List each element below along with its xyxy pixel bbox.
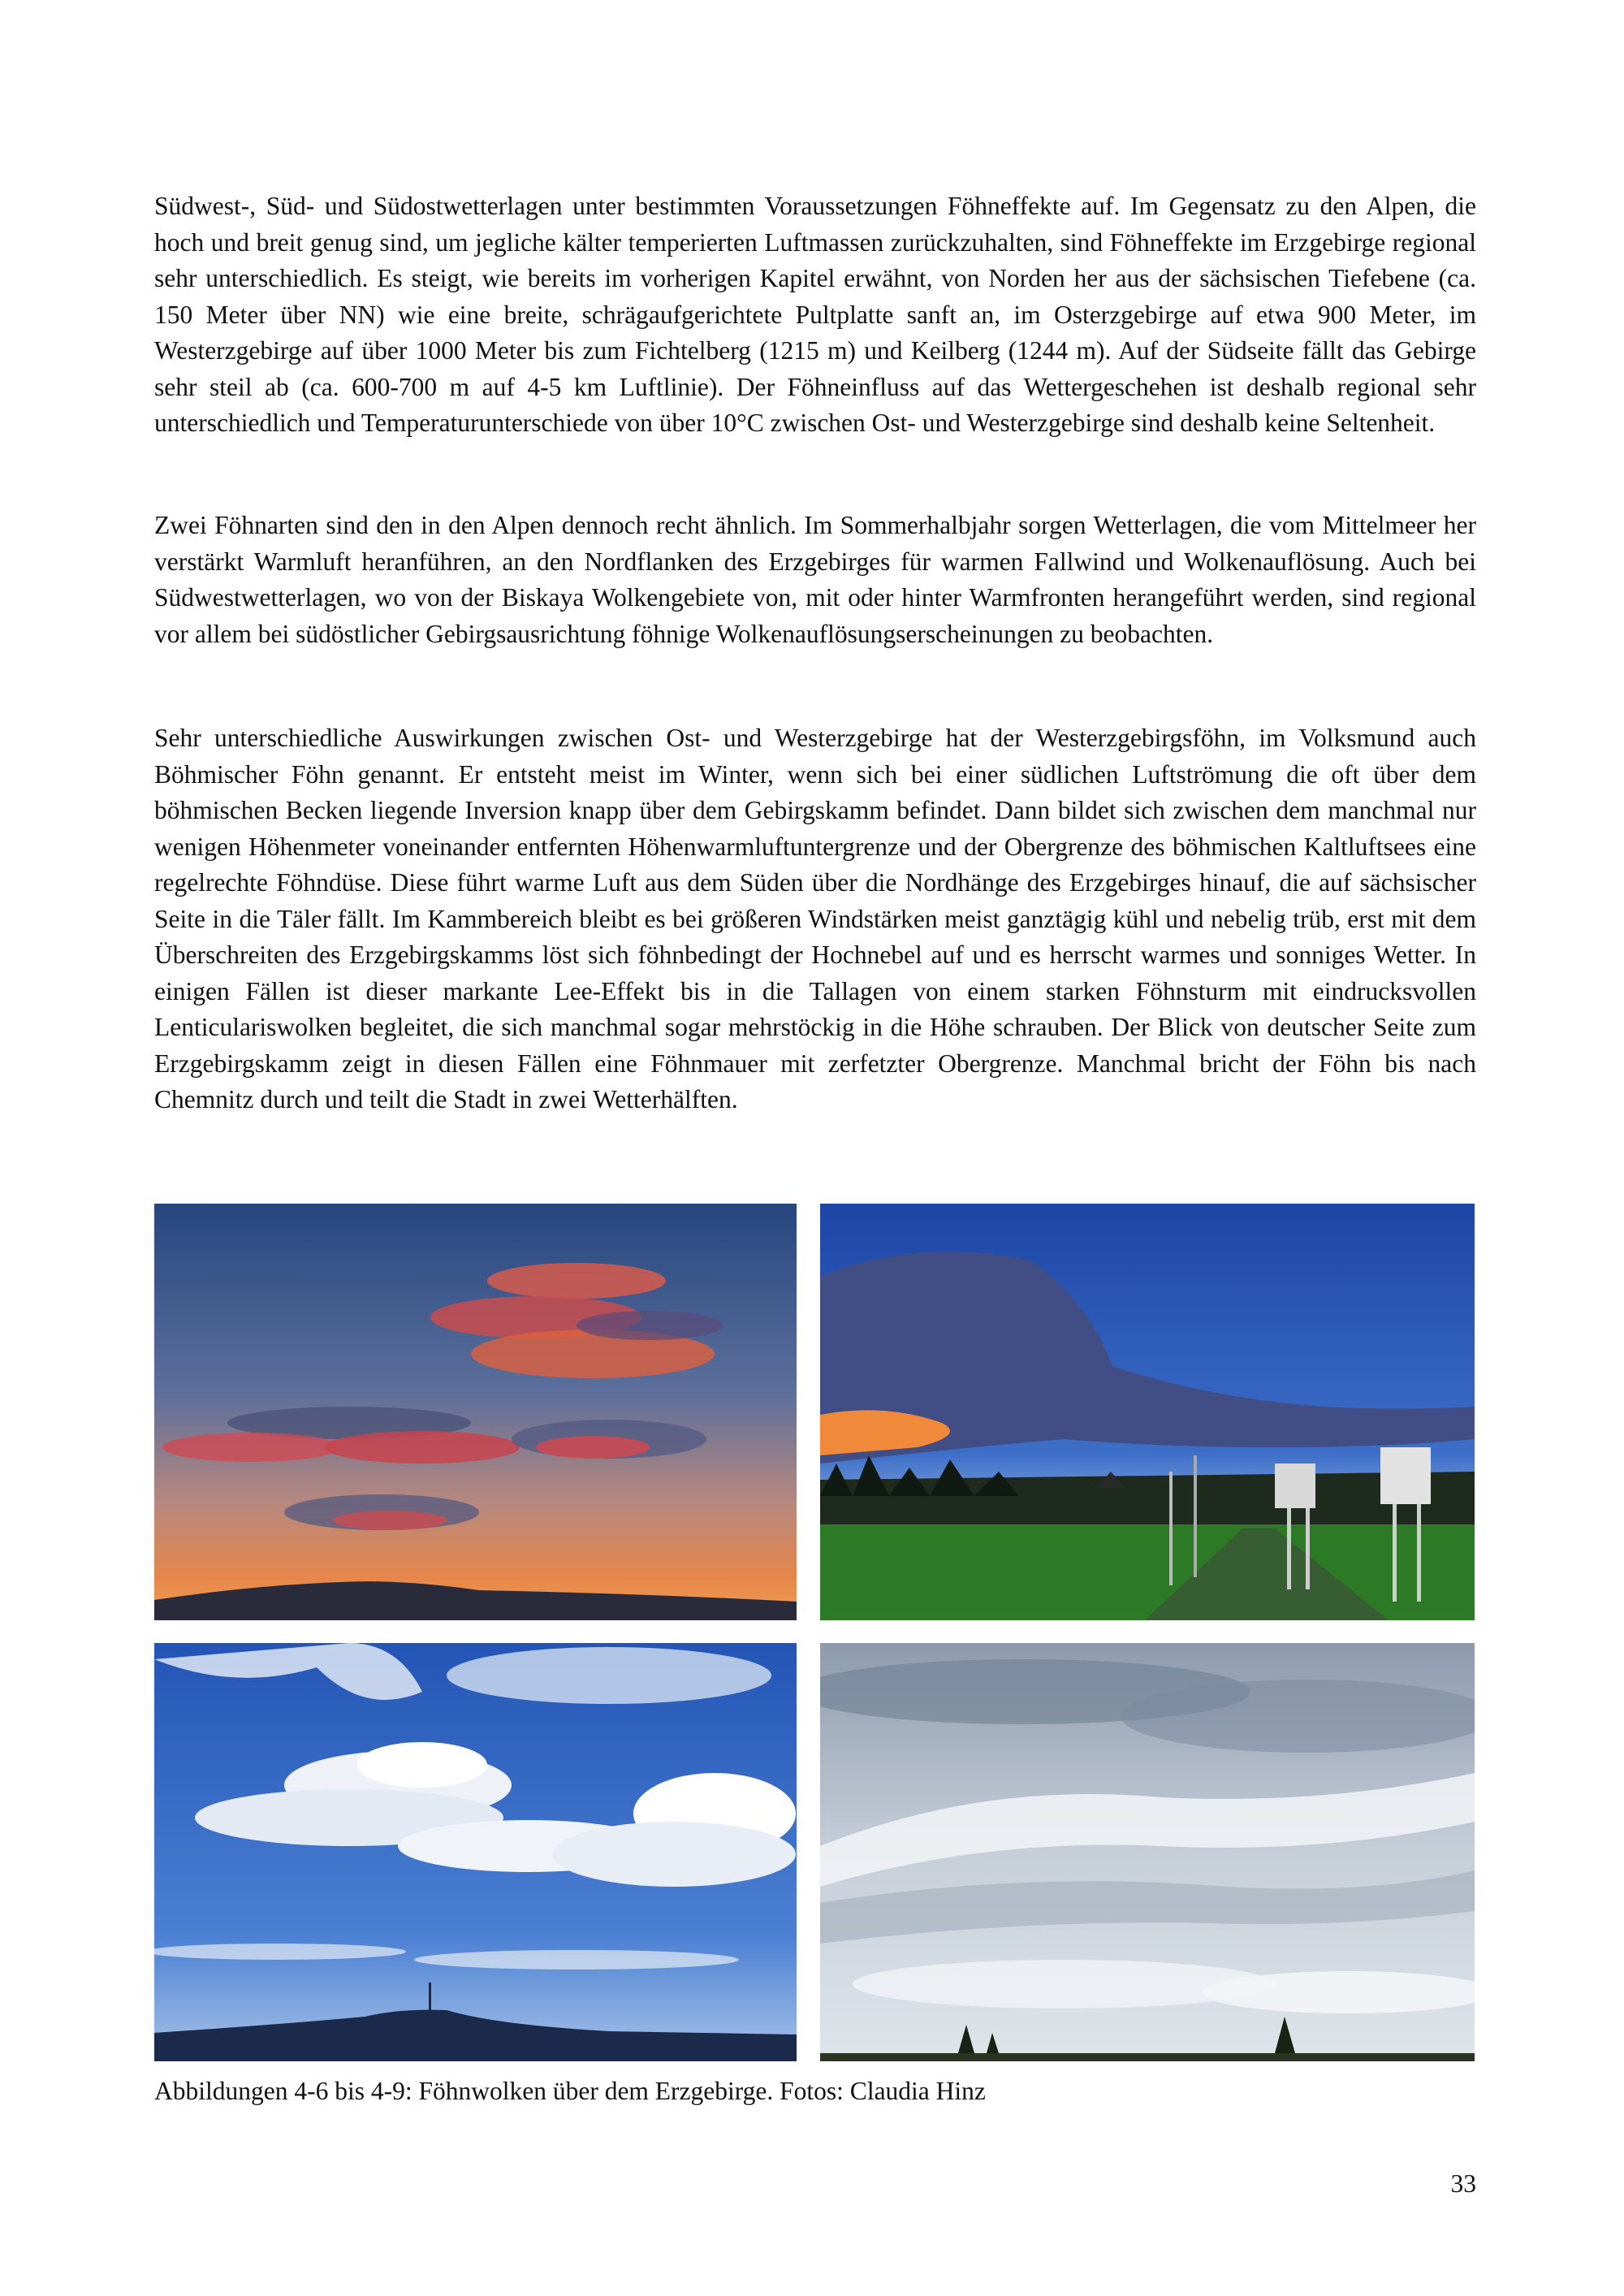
photo-foehn-wall-weather-station [820, 1204, 1475, 1620]
paragraph-1: Südwest-, Süd- und Südostwetterlagen unter bestimmten Voraussetzungen Föhneffekte auf. Im Gegensatz zu den Alpen, die hoch und breit genug sind, um jegliche kälter temperierten Luftmassen zurückzuhalten, sind Föhneffekte im Erzgebirge regional sehr unterschiedlich. Es steigt, wie bereits im vorherigen Kapitel erwähnt, von Norden her aus der sächsischen Tiefebene (ca. 150 Meter über NN) wie eine breite, schrägaufgerichtete Pultplatte sanft an, im Osterzgebirge auf etwa 900 Meter, im Westerzgebirge auf über 1000 Meter bis zum Fichtelberg (1215 m) und Keilberg (1244 m). Auf der Südseite fällt das Gebirge sehr steil ab (ca. 600-700 m auf 4-5 km Luftlinie). Der Föhneinfluss auf das Wettergeschehen ist deshalb regional sehr unterschiedlich und Temperaturunterschiede von über 10°C zwischen Ost- und Westerzgebirge sind deshalb keine Seltenheit. [154, 192, 1476, 437]
photo-sunset-lenticular-clouds [154, 1204, 797, 1620]
page-number: 33 [1450, 2169, 1476, 2198]
photo-lenticular-cloud-blue-sky [154, 1643, 797, 2061]
figure-caption: Abbildungen 4-6 bis 4-9: Föhnwolken über dem Erzgebirge. Fotos: Claudia Hinz [154, 2077, 986, 2105]
photo-wave-clouds-overcast [820, 1643, 1475, 2061]
paragraph-3: Sehr unterschiedliche Auswirkungen zwischen Ost- und Westerzgebirge hat der Westerzgebirgsföhn, im Volksmund auch Böhmischer Föhn genannt. Er entsteht meist im Winter, wenn sich bei einer südlichen Luftströmung die oft über dem böhmischen Becken liegende Inversion knapp über dem Gebirgskamm befindet. Dann bildet sich zwischen dem manchmal nur wenigen Höhenmeter voneinander entfernten Höhenwarmluftuntergrenze und der Obergrenze des böhmischen Kaltluftsees eine regelrechte Föhndüse. Diese führt warme Luft aus dem Süden über die Nordhänge des Erzgebirges hinauf, die auf sächsischer Seite in die Täler fällt. Im Kammbereich bleibt es bei größeren Windstärken meist ganztägig kühl und nebelig trüb, erst mit dem Überschreiten des Erzgebirgskamms löst sich föhnbedingt der Hochnebel auf und es herrscht warmes und sonniges Wetter. In einigen Fällen ist dieser markante Lee-Effekt bis in die Tallagen von einem starken Föhnsturm mit eindrucksvollen Lenticulariswolken begleitet, die sich manchmal sogar mehrstöckig in die Höhe schrauben. Der Blick von deutscher Seite zum Erzgebirgskamm zeigt in diesen Fällen eine Föhnmauer mit zerfetzter Obergrenze. Manchmal bricht der Föhn bis nach Chemnitz durch und teilt die Stadt in zwei Wetterhälften. [154, 724, 1476, 1113]
paragraph-2: Zwei Föhnarten sind den in den Alpen dennoch recht ähnlich. Im Sommerhalbjahr sorgen Wetterlagen, die vom Mittelmeer her verstärkt Warmluft heranführen, an den Nordflanken des Erzgebirges für warmen Fallwind und Wolkenauflösung. Auch bei Südwestwetterlagen, wo von der Biskaya Wolkengebiete von, mit oder hinter Warmfronten herangeführt werden, sind regional vor allem bei südöstlicher Gebirgsausrichtung föhnige Wolkenauflösungserscheinungen zu beobachten. [154, 511, 1476, 648]
